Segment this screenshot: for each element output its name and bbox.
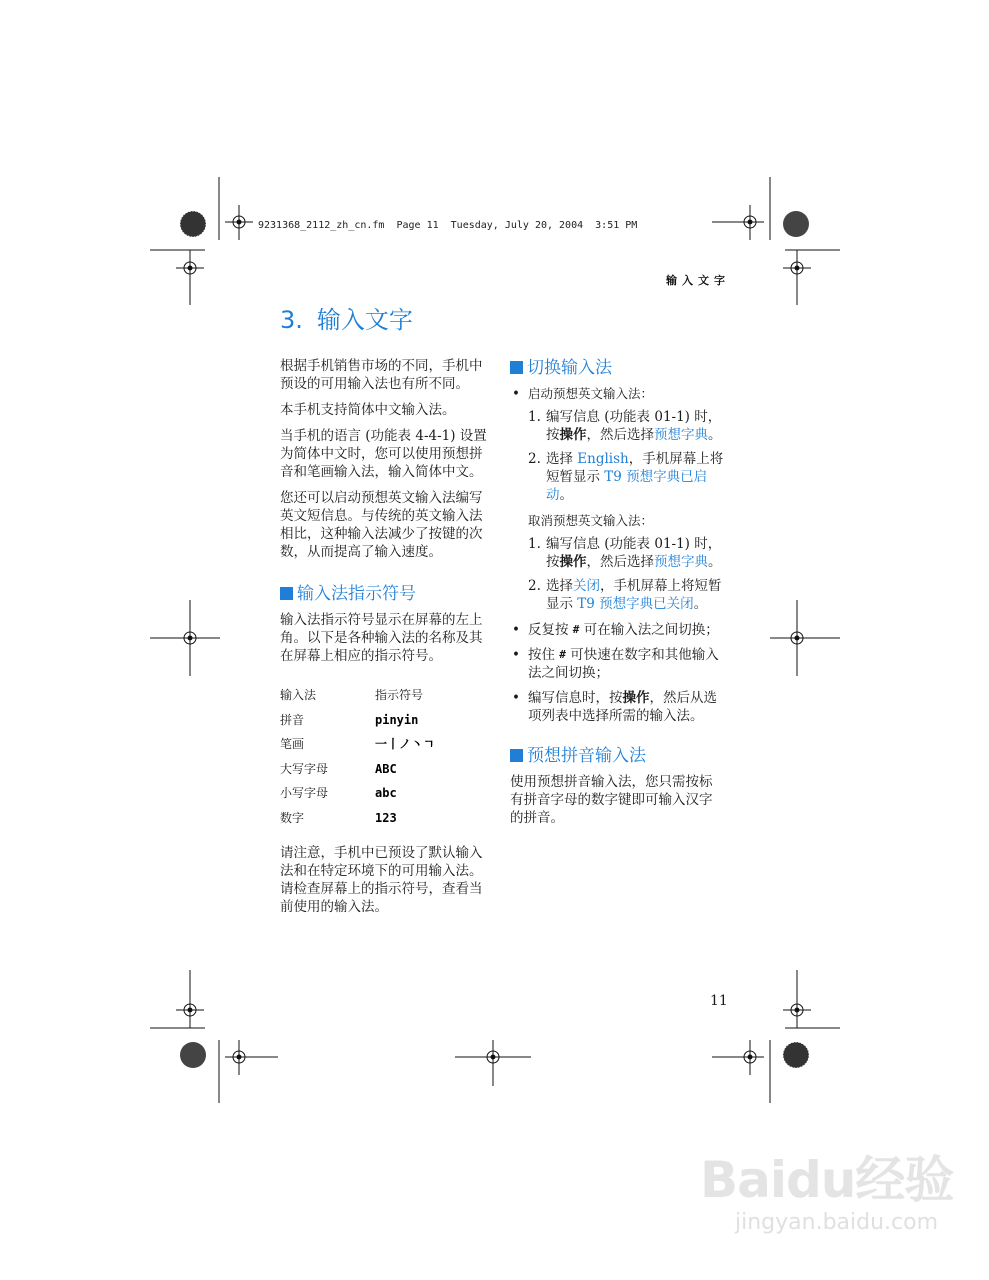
table-header: 指示符号 bbox=[375, 688, 424, 703]
step-item: 2. 选择 English，手机屏幕上将短暂显示 T9 预想字典已启动。 bbox=[528, 451, 724, 503]
pinyin-section-title: 预想拼音输入法 bbox=[510, 745, 725, 767]
intro-paragraph: 当手机的语言 (功能表 4-4-1) 设置为简体中文时，您可以使用预想拼音和笔画输入法，输入简体中文。 bbox=[280, 428, 487, 480]
right-column bbox=[510, 357, 725, 835]
lowercase-indicator-icon: abc bbox=[375, 786, 397, 801]
section-square-icon bbox=[510, 749, 523, 762]
step-item: 2. 选择关闭，手机屏幕上将短暂显示 T9 预想字典已关闭。 bbox=[528, 578, 722, 612]
list-item: • 反复按 # 可在输入法之间切换； bbox=[510, 621, 725, 639]
switch-section-title: 切换输入法 bbox=[510, 357, 725, 379]
method-name: 拼音 bbox=[280, 712, 305, 727]
indicator-table bbox=[280, 683, 435, 830]
pinyin-indicator-icon: pinyin bbox=[375, 712, 419, 727]
menu-option-link: 关闭 bbox=[573, 578, 600, 594]
screen-message: T9 预想字典已启动 bbox=[546, 469, 708, 503]
watermark-site: jingyan.baidu.com bbox=[735, 1210, 939, 1235]
menu-option-link: 预想字典 bbox=[654, 427, 708, 443]
table-header-row bbox=[280, 683, 435, 708]
indicator-section-title: 输入法指示符号 bbox=[280, 583, 490, 605]
table-row bbox=[280, 781, 435, 806]
hash-key-icon: # bbox=[559, 648, 566, 661]
pinyin-paragraph: 使用预想拼音输入法，您只需按标有拼音字母的数字键即可输入汉字的拼音。 bbox=[510, 774, 713, 826]
left-column bbox=[280, 357, 490, 924]
enable-steps bbox=[528, 408, 725, 504]
indicator-intro: 输入法指示符号显示在屏幕的左上角。以下是各种输入法的名称及其在屏幕上相应的指示符号。 bbox=[280, 612, 483, 664]
table-row bbox=[280, 757, 435, 782]
method-name: 小写字母 bbox=[280, 786, 329, 801]
menu-option-link: 预想字典 bbox=[654, 554, 708, 570]
switch-bullet-list bbox=[510, 385, 725, 725]
chapter-number: 3. bbox=[280, 306, 303, 334]
numeric-indicator-icon: 123 bbox=[375, 810, 397, 825]
running-head: 输入文字 bbox=[666, 274, 730, 287]
disable-steps bbox=[528, 535, 725, 613]
table-row bbox=[280, 708, 435, 733]
section-square-icon bbox=[280, 587, 293, 600]
hash-key-icon: # bbox=[572, 623, 580, 636]
chapter-heading bbox=[280, 300, 413, 335]
method-name: 数字 bbox=[280, 810, 305, 825]
file-header: 9231368_2112_zh_cn.fm Page 11 Tuesday, July 20, 2004 3:51 PM bbox=[258, 220, 638, 231]
table-header: 输入法 bbox=[280, 688, 317, 703]
page-number: 11 bbox=[710, 993, 728, 1009]
list-item: • 按住 # 可快速在数字和其他输入法之间切换； bbox=[510, 646, 725, 682]
method-name: 笔画 bbox=[280, 737, 305, 752]
list-item: • 编写信息时，按操作，然后从选项列表中选择所需的输入法。 bbox=[510, 689, 725, 725]
step-item: 1. 编写信息 (功能表 01-1) 时，按操作，然后选择预想字典。 bbox=[528, 409, 722, 443]
intro-paragraph: 本手机支持简体中文输入法。 bbox=[280, 402, 456, 418]
enable-label: • 启动预想英文输入法： bbox=[528, 386, 654, 401]
section-square-icon bbox=[510, 361, 523, 374]
intro-paragraph: 您还可以启动预想英文输入法编写英文短信息。与传统的英文输入法相比，这种输入法减少了按键的次数，从而提高了输入速度。 bbox=[280, 490, 483, 560]
intro-paragraph: 根据手机销售市场的不同，手机中预设的可用输入法也有所不同。 bbox=[280, 358, 483, 392]
list-item bbox=[510, 385, 725, 613]
uppercase-indicator-icon: ABC bbox=[375, 761, 397, 776]
screen-message: T9 预想字典已关闭 bbox=[577, 596, 694, 612]
indicator-note: 请注意，手机中已预设了默认输入法和在特定环境下的可用输入法。请检查屏幕上的指示符号，查看当前使用的输入法。 bbox=[280, 845, 483, 915]
step-item: 1. 编写信息 (功能表 01-1) 时，按操作，然后选择预想字典。 bbox=[528, 536, 722, 570]
disable-label: 取消预想英文输入法： bbox=[528, 513, 654, 528]
chapter-title: 输入文字 bbox=[316, 306, 413, 334]
method-name: 大写字母 bbox=[280, 761, 329, 776]
menu-option-link: English bbox=[577, 451, 629, 467]
table-row bbox=[280, 806, 435, 831]
table-row bbox=[280, 732, 435, 757]
stroke-indicator-icon: 一丨ノ丶ㄱ bbox=[375, 737, 435, 752]
watermark-logo: Baidu经验 bbox=[700, 1151, 954, 1209]
